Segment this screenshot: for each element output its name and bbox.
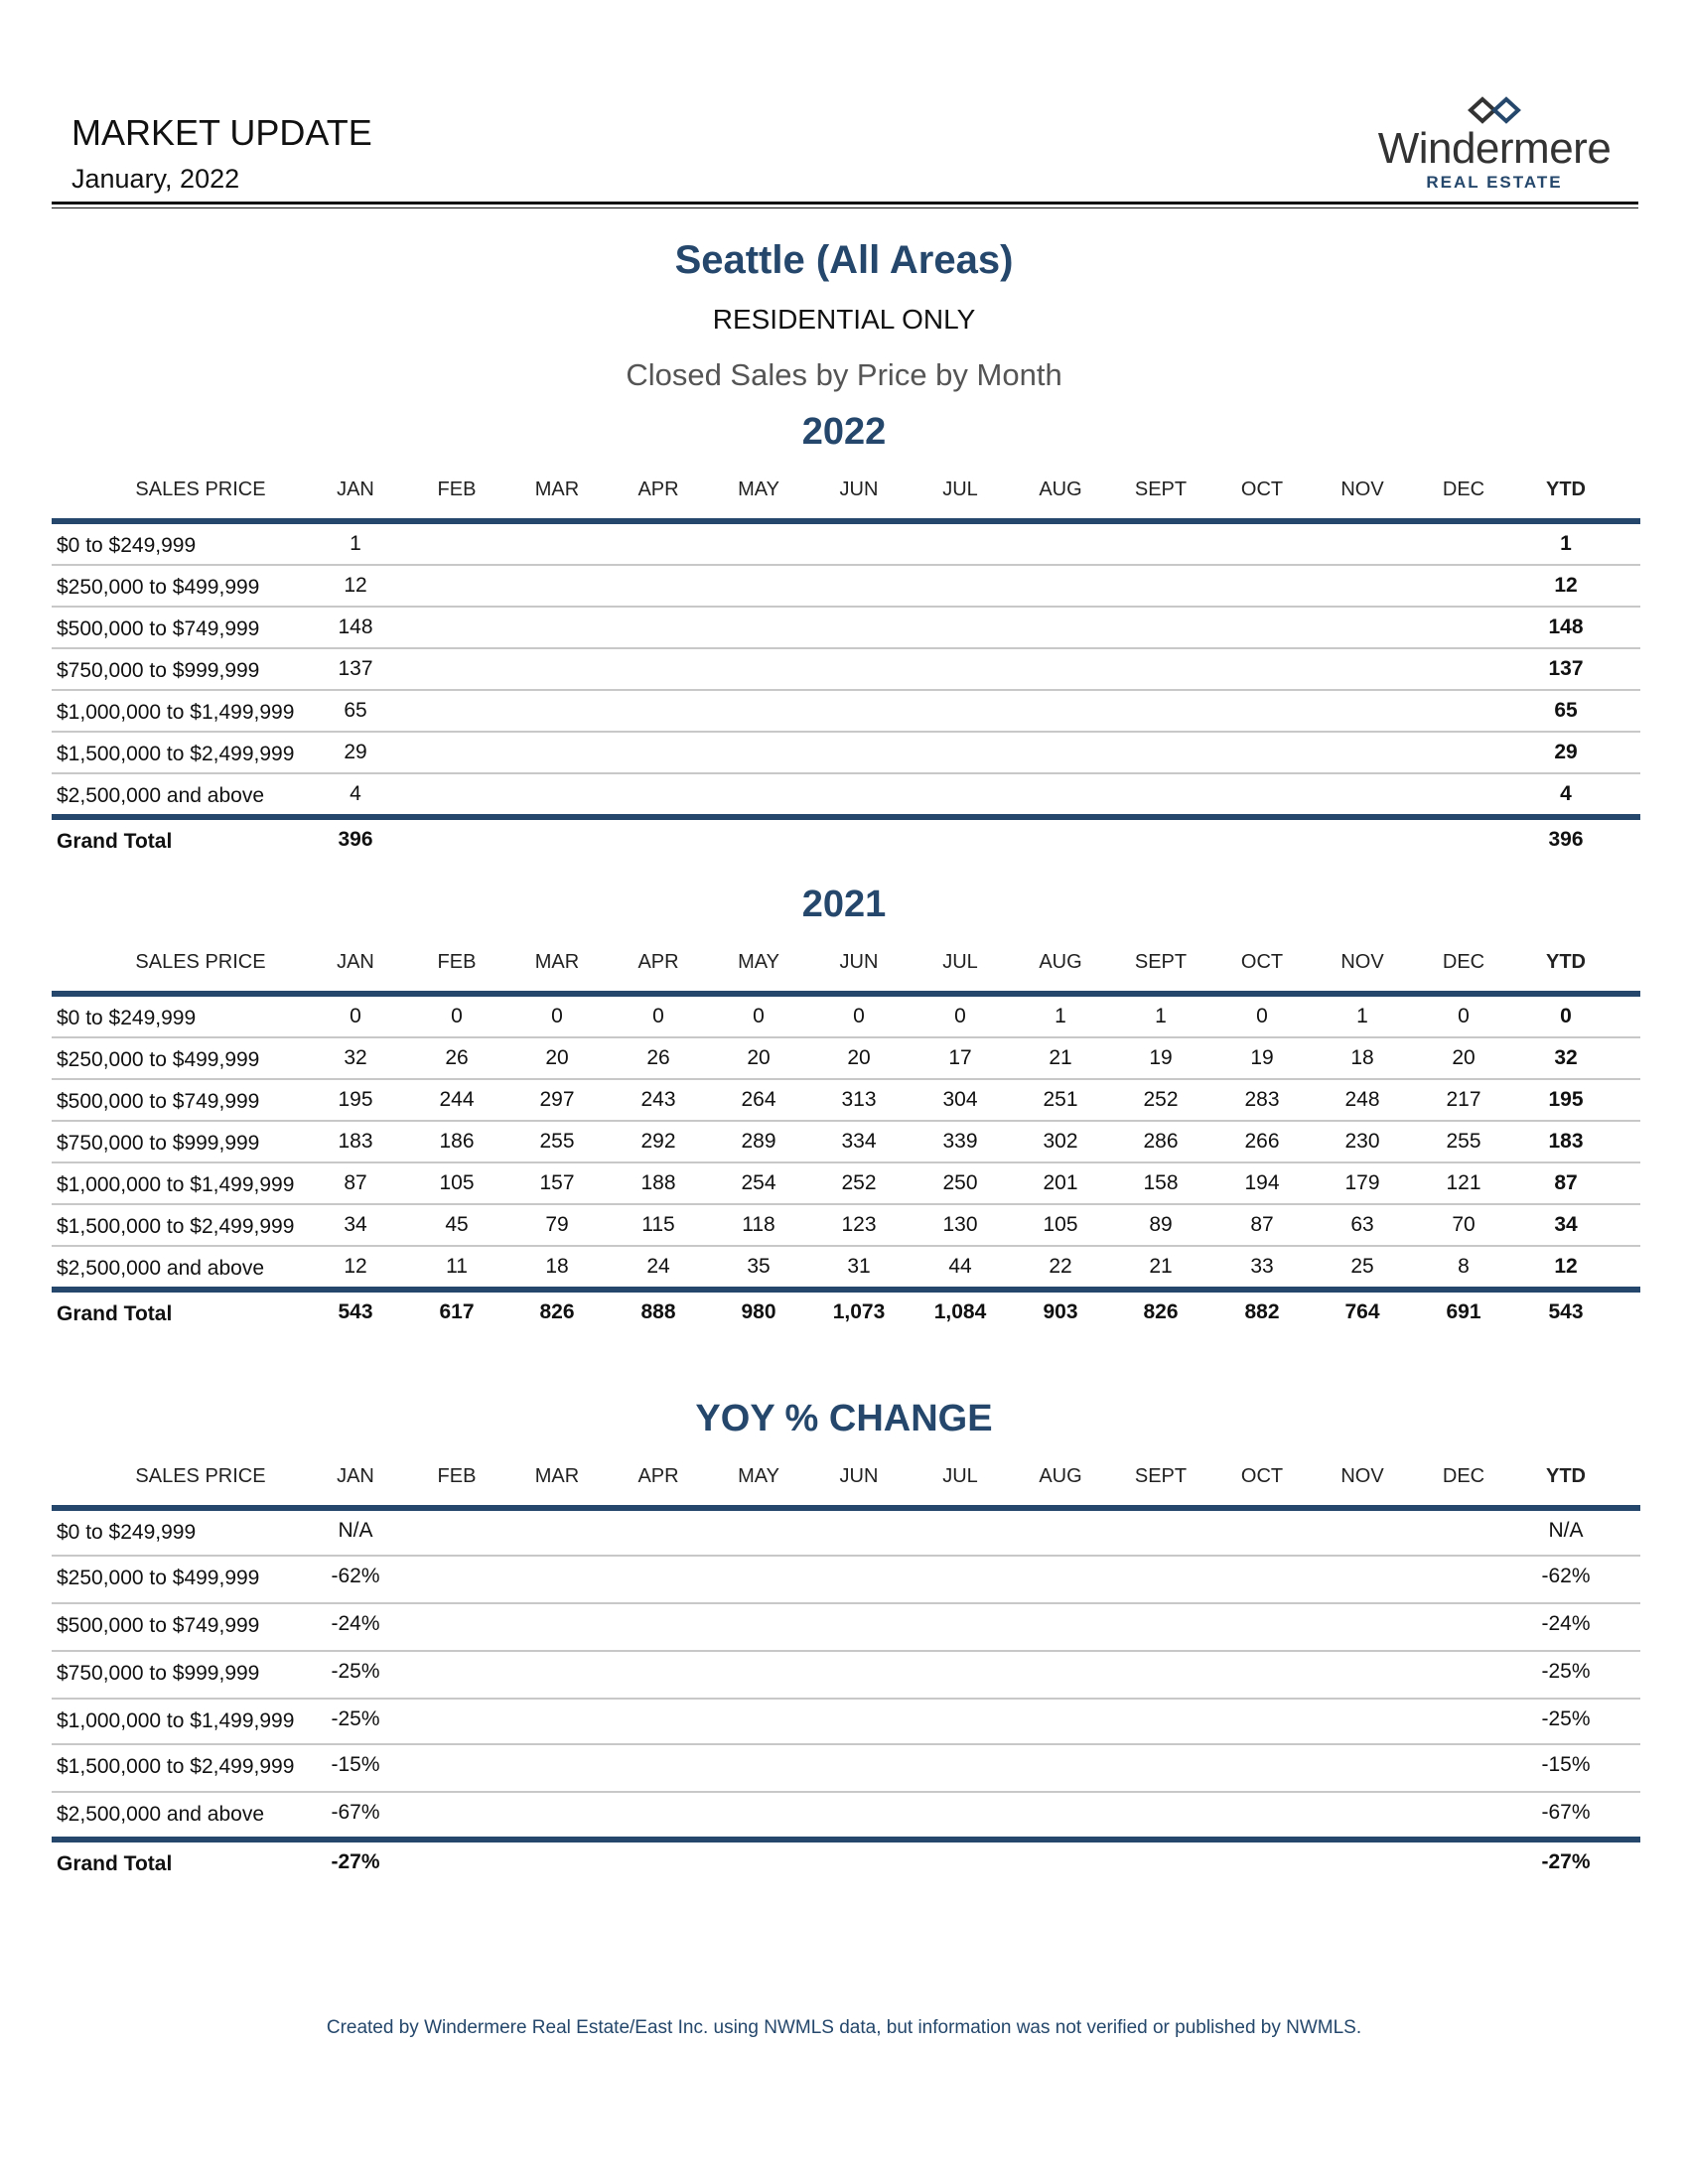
month-value: -25%	[331, 1660, 380, 1683]
ytd-value: 1	[1560, 532, 1572, 555]
price-range-label: $750,000 to $999,999	[57, 659, 260, 682]
month-value: 313	[841, 1088, 877, 1111]
table-2021	[52, 947, 1640, 1332]
month-value: 255	[1446, 1130, 1481, 1153]
table-row	[52, 1793, 1640, 1837]
column-header-sales-price: SALES PRICE	[135, 478, 266, 500]
column-header-ytd: YTD	[1546, 1465, 1586, 1487]
month-value: 34	[344, 1213, 367, 1236]
month-value: 0	[652, 1005, 664, 1027]
month-value: 87	[1250, 1213, 1274, 1236]
column-header-month: JAN	[337, 1465, 374, 1487]
month-value: 25	[1350, 1255, 1374, 1278]
month-value: -67%	[331, 1801, 380, 1824]
column-header-month: SEPT	[1134, 478, 1188, 500]
month-value: 148	[338, 615, 373, 638]
price-range-label: $1,500,000 to $2,499,999	[57, 1215, 295, 1238]
report-metric: Closed Sales by Price by Month	[626, 357, 1062, 392]
ytd-value: 148	[1548, 615, 1584, 638]
ytd-value: 32	[1554, 1046, 1578, 1069]
month-value: 89	[1149, 1213, 1173, 1236]
ytd-value: -25%	[1541, 1707, 1591, 1730]
total-ytd-value: 543	[1548, 1300, 1584, 1323]
month-value: 0	[551, 1005, 563, 1027]
month-value: 33	[1250, 1255, 1274, 1278]
price-range-label: $0 to $249,999	[57, 534, 197, 557]
total-month-value: 764	[1344, 1300, 1380, 1323]
table-row	[52, 1700, 1640, 1743]
price-range-label: $500,000 to $749,999	[57, 617, 260, 640]
column-header-month: DEC	[1442, 951, 1485, 973]
month-value: -62%	[331, 1565, 380, 1587]
price-range-label: $250,000 to $499,999	[57, 1567, 260, 1589]
property-type: RESIDENTIAL ONLY	[712, 304, 976, 335]
total-ytd-value: 396	[1548, 828, 1584, 851]
table-row	[52, 1247, 1640, 1287]
column-header-sales-price: SALES PRICE	[135, 951, 266, 973]
table-row	[52, 1745, 1640, 1791]
month-value: 11	[446, 1255, 468, 1278]
month-value: 8	[1458, 1255, 1470, 1278]
month-value: 188	[640, 1171, 676, 1194]
total-month-value: -27%	[331, 1850, 380, 1873]
price-range-label: $2,500,000 and above	[57, 1257, 265, 1280]
table-row	[52, 608, 1640, 647]
column-header-month: MAR	[534, 951, 580, 973]
month-value: 12	[344, 574, 367, 597]
month-value: 230	[1344, 1130, 1380, 1153]
table-header-row	[52, 947, 1640, 991]
month-value: 304	[942, 1088, 978, 1111]
table-row	[52, 1080, 1640, 1120]
price-range-label: $0 to $249,999	[57, 1521, 197, 1544]
ytd-value: -62%	[1541, 1565, 1591, 1587]
month-value: 334	[841, 1130, 877, 1153]
month-value: 65	[344, 699, 367, 722]
month-value: 24	[646, 1255, 670, 1278]
table-row	[52, 1511, 1640, 1555]
column-header-month: JUN	[839, 951, 879, 973]
column-header-month: MAR	[534, 478, 580, 500]
month-value: 292	[640, 1130, 676, 1153]
report-date: January, 2022	[71, 164, 240, 194]
ytd-value: 29	[1554, 741, 1578, 763]
column-header-month: JUL	[942, 478, 978, 500]
ytd-value: 12	[1554, 574, 1578, 597]
month-value: -15%	[331, 1753, 380, 1776]
column-header-month: FEB	[437, 1465, 477, 1487]
month-value: -25%	[331, 1707, 380, 1730]
month-value: 157	[539, 1171, 575, 1194]
windermere-logo	[1350, 95, 1638, 195]
month-value: 19	[1250, 1046, 1274, 1069]
column-header-month: JUN	[839, 1465, 879, 1487]
column-header-month: JUN	[839, 478, 879, 500]
month-value: 289	[741, 1130, 776, 1153]
table-header-row	[52, 475, 1640, 518]
ytd-value: -15%	[1541, 1753, 1591, 1776]
month-value: 121	[1446, 1171, 1481, 1194]
total-month-value: 980	[741, 1300, 776, 1323]
total-month-value: 691	[1446, 1300, 1481, 1323]
column-header-month: JAN	[337, 478, 374, 500]
month-value: 183	[338, 1130, 373, 1153]
month-value: 302	[1043, 1130, 1078, 1153]
column-header-month: MAY	[738, 1465, 779, 1487]
month-value: N/A	[338, 1519, 373, 1542]
table-row	[52, 1557, 1640, 1602]
total-month-value: 826	[539, 1300, 575, 1323]
month-value: 1	[1055, 1005, 1066, 1027]
grand-total-label: Grand Total	[57, 1852, 173, 1875]
area-title: Seattle (All Areas)	[674, 238, 1014, 282]
price-range-label: $1,500,000 to $2,499,999	[57, 1755, 295, 1778]
month-value: 12	[344, 1255, 367, 1278]
month-value: 179	[1344, 1171, 1380, 1194]
column-header-month: MAY	[738, 951, 779, 973]
column-header-ytd: YTD	[1546, 478, 1586, 500]
column-header-month: FEB	[437, 478, 477, 500]
table-row	[52, 997, 1640, 1036]
column-header-month: APR	[637, 1465, 679, 1487]
logo-wordmark: Windermere	[1377, 124, 1612, 173]
month-value: 32	[344, 1046, 367, 1069]
month-value: 250	[942, 1171, 978, 1194]
column-header-month: SEPT	[1134, 951, 1188, 973]
footer-disclaimer: Created by Windermere Real Estate/East Inc. using NWMLS data, but information was not verified or published by NWMLS.	[326, 2017, 1362, 2038]
month-value: 243	[640, 1088, 676, 1111]
total-month-value: 888	[640, 1300, 676, 1323]
month-value: 20	[1452, 1046, 1476, 1069]
month-value: 0	[1458, 1005, 1470, 1027]
ytd-value: -67%	[1541, 1801, 1591, 1824]
month-value: 31	[847, 1255, 871, 1278]
price-range-label: $750,000 to $999,999	[57, 1132, 260, 1155]
column-header-month: OCT	[1240, 951, 1284, 973]
month-value: 0	[753, 1005, 765, 1027]
month-value: 255	[539, 1130, 575, 1153]
price-range-label: $2,500,000 and above	[57, 1803, 265, 1826]
month-value: 1	[1155, 1005, 1167, 1027]
table-row	[52, 1652, 1640, 1698]
total-month-value: 826	[1143, 1300, 1179, 1323]
month-value: 0	[350, 1005, 361, 1027]
month-value: 26	[646, 1046, 670, 1069]
table-row	[52, 774, 1640, 814]
month-value: 20	[545, 1046, 569, 1069]
month-value: 118	[742, 1213, 775, 1236]
ytd-value: 137	[1548, 657, 1584, 680]
column-header-month: NOV	[1340, 951, 1384, 973]
month-value: 44	[948, 1255, 972, 1278]
month-value: 22	[1049, 1255, 1072, 1278]
month-value: 21	[1149, 1255, 1173, 1278]
month-value: 20	[747, 1046, 771, 1069]
column-header-month: DEC	[1442, 1465, 1485, 1487]
month-value: 105	[439, 1171, 475, 1194]
table-row	[52, 1122, 1640, 1161]
ytd-value: 183	[1548, 1130, 1584, 1153]
month-value: 186	[439, 1130, 475, 1153]
total-month-value: 1,073	[832, 1300, 886, 1323]
month-value: 137	[338, 657, 373, 680]
month-value: 158	[1143, 1171, 1179, 1194]
ytd-value: 34	[1554, 1213, 1578, 1236]
month-value: 79	[545, 1213, 569, 1236]
month-value: 195	[338, 1088, 373, 1111]
total-month-value: 903	[1043, 1300, 1078, 1323]
column-header-sales-price: SALES PRICE	[135, 1465, 266, 1487]
month-value: 254	[741, 1171, 776, 1194]
column-header-month: AUG	[1039, 951, 1082, 973]
ytd-value: 12	[1554, 1255, 1578, 1278]
month-value: 248	[1344, 1088, 1380, 1111]
column-header-month: APR	[637, 951, 679, 973]
price-range-label: $250,000 to $499,999	[57, 1048, 260, 1071]
column-header-month: NOV	[1340, 478, 1384, 500]
table-2022-title: 2022	[801, 411, 887, 453]
grand-total-row	[52, 820, 1640, 860]
table-row	[52, 1604, 1640, 1650]
table-yoy	[52, 1461, 1640, 1882]
table-row	[52, 1163, 1640, 1203]
table-header-row	[52, 1461, 1640, 1505]
total-month-value: 882	[1244, 1300, 1280, 1323]
price-range-label: $0 to $249,999	[57, 1007, 197, 1029]
month-value: 194	[1244, 1171, 1280, 1194]
grand-total-row	[52, 1843, 1640, 1882]
ytd-value: -25%	[1541, 1660, 1591, 1683]
column-header-month: NOV	[1340, 1465, 1384, 1487]
total-month-value: 396	[338, 828, 373, 851]
price-range-label: $1,500,000 to $2,499,999	[57, 743, 295, 765]
month-value: 45	[445, 1213, 469, 1236]
month-value: 283	[1244, 1088, 1280, 1111]
month-value: 339	[942, 1130, 978, 1153]
month-value: 29	[344, 741, 367, 763]
table-row	[52, 733, 1640, 772]
price-range-label: $250,000 to $499,999	[57, 576, 260, 599]
diamond-logo-icon	[1465, 95, 1524, 125]
month-value: 19	[1149, 1046, 1173, 1069]
ytd-value: N/A	[1548, 1519, 1584, 1542]
month-value: 201	[1043, 1171, 1078, 1194]
table-yoy-title: YOY % CHANGE	[695, 1398, 993, 1439]
table-row	[52, 524, 1640, 564]
month-value: 264	[741, 1088, 776, 1111]
month-value: 297	[539, 1088, 575, 1111]
ytd-value: 195	[1548, 1088, 1584, 1111]
month-value: 18	[545, 1255, 569, 1278]
table-2022	[52, 475, 1640, 860]
month-value: 18	[1350, 1046, 1374, 1069]
column-header-month: JUL	[942, 951, 978, 973]
report-title: MARKET UPDATE	[71, 112, 372, 153]
column-header-ytd: YTD	[1546, 951, 1586, 973]
header-rule-thin	[52, 207, 1638, 208]
column-header-month: APR	[637, 478, 679, 500]
column-header-month: FEB	[437, 951, 477, 973]
table-row	[52, 1038, 1640, 1078]
month-value: 70	[1452, 1213, 1476, 1236]
month-value: 0	[451, 1005, 463, 1027]
month-value: 0	[853, 1005, 865, 1027]
table-row	[52, 691, 1640, 731]
total-month-value: 1,084	[933, 1300, 987, 1323]
total-month-value: 543	[338, 1300, 373, 1323]
month-value: 105	[1043, 1213, 1078, 1236]
price-range-label: $1,000,000 to $1,499,999	[57, 1173, 295, 1196]
total-ytd-value: -27%	[1541, 1850, 1591, 1873]
table-row	[52, 566, 1640, 606]
month-value: 26	[445, 1046, 469, 1069]
price-range-label: $500,000 to $749,999	[57, 1614, 260, 1637]
month-value: 4	[350, 782, 361, 805]
month-value: 0	[1256, 1005, 1268, 1027]
ytd-value: 87	[1554, 1171, 1578, 1194]
price-range-label: $2,500,000 and above	[57, 784, 265, 807]
month-value: -24%	[331, 1612, 380, 1635]
month-value: 0	[954, 1005, 966, 1027]
month-value: 63	[1350, 1213, 1374, 1236]
month-value: 123	[841, 1213, 877, 1236]
month-value: 217	[1446, 1088, 1481, 1111]
table-row	[52, 649, 1640, 689]
month-value: 1	[350, 532, 361, 555]
ytd-value: -24%	[1541, 1612, 1591, 1635]
month-value: 20	[847, 1046, 871, 1069]
month-value: 17	[948, 1046, 972, 1069]
price-range-label: $500,000 to $749,999	[57, 1090, 260, 1113]
column-header-month: OCT	[1240, 478, 1284, 500]
month-value: 130	[942, 1213, 978, 1236]
column-header-month: DEC	[1442, 478, 1485, 500]
grand-total-label: Grand Total	[57, 830, 173, 853]
header-rule	[52, 202, 1638, 205]
month-value: 115	[641, 1213, 675, 1236]
month-value: 286	[1143, 1130, 1179, 1153]
month-value: 252	[841, 1171, 877, 1194]
ytd-value: 0	[1560, 1005, 1572, 1027]
month-value: 252	[1143, 1088, 1179, 1111]
month-value: 251	[1043, 1088, 1078, 1111]
price-range-label: $1,000,000 to $1,499,999	[57, 1709, 295, 1732]
column-header-month: MAY	[738, 478, 779, 500]
grand-total-label: Grand Total	[57, 1302, 173, 1325]
month-value: 244	[439, 1088, 475, 1111]
table-row	[52, 1205, 1640, 1245]
ytd-value: 65	[1554, 699, 1578, 722]
month-value: 21	[1049, 1046, 1072, 1069]
grand-total-row	[52, 1293, 1640, 1332]
column-header-month: AUG	[1039, 478, 1082, 500]
ytd-value: 4	[1560, 782, 1572, 805]
column-header-month: MAR	[534, 1465, 580, 1487]
month-value: 1	[1356, 1005, 1368, 1027]
price-range-label: $750,000 to $999,999	[57, 1662, 260, 1685]
column-header-month: JAN	[337, 951, 374, 973]
column-header-month: AUG	[1039, 1465, 1082, 1487]
column-header-month: JUL	[942, 1465, 978, 1487]
column-header-month: OCT	[1240, 1465, 1284, 1487]
month-value: 87	[344, 1171, 367, 1194]
column-header-month: SEPT	[1134, 1465, 1188, 1487]
price-range-label: $1,000,000 to $1,499,999	[57, 701, 295, 724]
table-2021-title: 2021	[801, 884, 887, 925]
month-value: 35	[747, 1255, 771, 1278]
logo-subtitle: REAL ESTATE	[1426, 173, 1563, 192]
month-value: 266	[1244, 1130, 1280, 1153]
total-month-value: 617	[439, 1300, 475, 1323]
